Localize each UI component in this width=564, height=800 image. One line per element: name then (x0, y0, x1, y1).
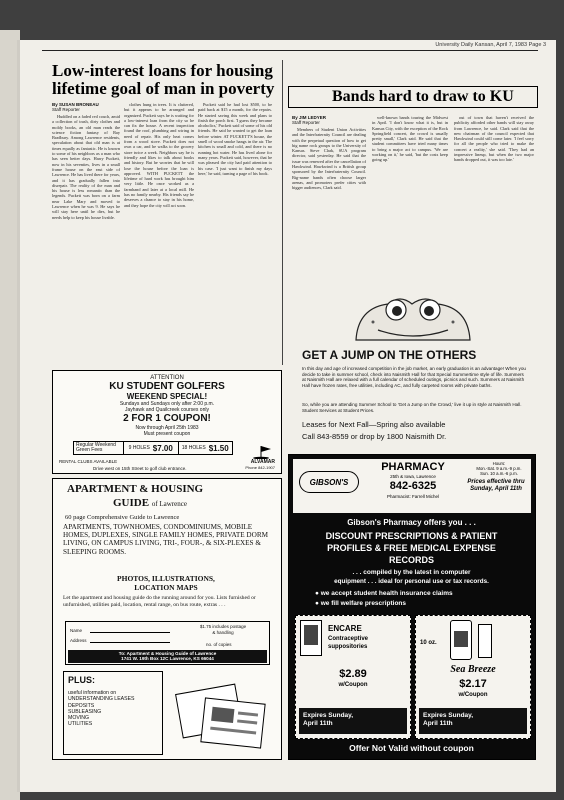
form-price-1: $1.75 includes postage (199, 624, 247, 629)
frog-illustration (348, 290, 478, 345)
golf-club-phone: Phone 842-1907 (245, 465, 275, 470)
story2-headline: Bands hard to draw to KU (332, 88, 514, 105)
gibsons-logo-text: GIBSON'S (309, 477, 349, 487)
gibsons-footer: Offer Not Valid without coupon (349, 743, 474, 753)
story1-col1-text: Huddled on a faded red couch, amid a collection of trash, dirty clothes and moldy books, an old man reads the science fiction fantasy of Ray Bradbury. Among Lawrence residents, speculation about that old man is at times equally as fantastic. He is known to some of his neighbors as a man who has seen better days. Harry Puckett, now in his seventies, lives in a small frame house on the east side of Lawrence. He has lived there for years, and it has gradually fallen into disrepair. The reality of the man and his house is less romantic than the legends. Puckett was born on a farm near Lake Mary and moved to Lawrence when he was 9. He says he will stay here until he dies, but he needs help to keep his house livable. (52, 114, 120, 220)
golf-fee-18 (179, 442, 233, 454)
golf-present: Must present coupon (143, 431, 191, 437)
column-divider (282, 60, 283, 365)
housing-plus-box (63, 671, 163, 755)
story1-column-1 (52, 114, 120, 364)
gibsons-phone: 842-6325 (389, 480, 437, 492)
plus-item: useful information on (68, 690, 117, 696)
housing-list: APARTMENTS, TOWNHOMES, CONDOMINIUMS, MOBILE HOMES, DUPLEXES, SINGLE FAMILY HOMES, PRIVATE DORM LIVING, ON CAMPUS LIVING, TRI-, FOUR-, & SIX-PLEXES & SLEEPING ROOMS. (63, 523, 268, 556)
encare-package-icon (300, 620, 322, 656)
gibsons-computer-1: . . . compiled by the latest in computer (352, 569, 471, 576)
sea-breeze-price: $2.17 (459, 678, 487, 690)
sea-breeze-expiry-1: Expires Sunday, (423, 712, 474, 719)
encare-price: $2.89 (339, 668, 367, 680)
golf-location: Jayhawk and Quailcreek courses only (125, 407, 209, 413)
story1-col3-text: Puckett said he had lost $500, to be paid back at $15 a month, for the repairs. He started saving this week and plans to finish the porch first. 'I guess they became alcoholics,' Puckett said of some of his old friends. He said he wanted to get the loan before winter. AT PUCKETT'S house, the smell of wood smoke hangs in the air. The kitchen is small and cold, and there is no running hot water. He has lived alone for many years. Puckett said, however, that he was pleased the city had paid attention to his case. 'I just want to finish my days here,' he said, turning a page of his book. (198, 102, 272, 176)
gibsons-pharmacy: PHARMACY (381, 461, 445, 473)
golf-holes-18: 18 HOLES (181, 445, 206, 451)
story1-byline: By SUSAN BRONEAU (52, 102, 99, 107)
hours-weekday: Mon.-Sat. 9 a.m.-9 p.m. (476, 466, 522, 471)
gibsons-discount-3: RECORDS (388, 555, 434, 565)
plus-item: SUBLEASING (68, 708, 102, 715)
gibsons-logo (299, 471, 359, 493)
story2-col1-text: Members of Student Union Activities and the Interfraternity Council are dealing with the perpetual question of how to get big name rock groups to the University of Kansas. Steve Clark, SUA program director, said yesterday. He said that the issue was renewed after the cancellation of Hawkwind. Hawkwind is a British group sponsored by the Interfraternity Council. Big-name bands often choose larger arenas, and promoters prefer cities with bigger audiences, Clark said. (292, 127, 366, 191)
naismith-headline: GET A JUMP ON THE OTHERS (302, 348, 477, 362)
golf-subtitle: WEEKEND SPECIAL! (126, 392, 208, 401)
plus-item: MOVING (68, 715, 90, 722)
golf-fee-label-2: Green Fees (76, 447, 103, 453)
plus-item: DEPOSITS (68, 702, 95, 709)
bullet-icon: ● (315, 590, 319, 597)
naismith-body1: In this day and age of increased competition in the job market, an early graduation is an advantage! When you decide to take in summer school, check into Naismith Hall for that Special Summertime style of life. Summers at Naismith Hall are relaxed with a full calendar of scheduled outings, picnics and such. Summers at Naismith Hall have frozen rates, free utilities, including AC, and fully carpeted rooms with private baths. (302, 366, 526, 388)
sea-breeze-bottle-small-icon (478, 624, 492, 658)
encare-expiry (299, 708, 407, 734)
form-name-field[interactable] (90, 632, 170, 633)
page-header: University Daily Kansan, April 7, 1983 Page 3 (435, 42, 546, 48)
naismith-leases: Leases for Next Fall—Spring also available (302, 420, 446, 429)
golf-club-name: ALVAMAR (250, 459, 275, 465)
gibsons-welfare-text: we fill welfare prescriptions (320, 600, 406, 607)
sea-breeze-expiry (419, 708, 527, 734)
encare-desc-2: suppositories (328, 644, 368, 650)
sea-breeze-bottle-icon (450, 620, 472, 660)
story2-byline: By JIM LEDYER (292, 115, 327, 120)
housing-title-guide: GUIDE (113, 497, 150, 509)
prices-line-2: Sunday, April 11th (470, 486, 522, 492)
gibsons-header (293, 459, 531, 513)
golf-directions: Drive west on 15th Street to golf club entrance. (93, 466, 187, 471)
story1-column-2 (124, 102, 194, 364)
housing-body: Let the apartment and housing guide do the running around for you. Lists furnished or unfurnished, utilities paid, location, rental range, on bus route, extras . . . (63, 595, 256, 608)
plus-item: UTILITIES (68, 721, 93, 728)
plus-item: UNDERSTANDING LEASES (68, 696, 135, 703)
golf-fee-label (74, 442, 124, 454)
story1-column-3 (198, 102, 272, 364)
gibsons-discount-2: PROFILES & FREE MEDICAL EXPENSE (327, 543, 496, 553)
form-name-label: Name (70, 628, 83, 633)
housing-title-of: of Lawrence (151, 500, 187, 508)
housing-title-2 (113, 497, 187, 509)
encare-coupon-label: w/Coupon (338, 682, 368, 688)
golf-ad (52, 370, 282, 474)
form-mail-block (68, 650, 267, 663)
housing-guide-ad (52, 478, 282, 760)
naismith-ad (288, 290, 536, 448)
gibsons-prices (461, 479, 531, 493)
story2-col2-text: well-known bands touring the Midwest in April. 'I don't know what it is, but in Kansas City, with the exception of the Rock Springfield concert, the crowd is usually pretty small,' Clark said. He said that the student committees have tried many times to bring a major act to campus. 'We are working on it,' he said, 'but the costs keep going up.' (372, 115, 448, 163)
form-price-2: & handling (212, 630, 234, 635)
form-address-field[interactable] (90, 642, 170, 643)
hours-label: Hours: (492, 461, 506, 466)
naismith-call: Call 843-8559 or drop by 1800 Naismith Dr. (302, 432, 447, 441)
golf-price-9: $7.00 (152, 443, 173, 453)
golf-flag-logo (249, 445, 273, 459)
golf-fee-9 (124, 442, 179, 454)
gibsons-hours (469, 461, 529, 476)
golf-days: Sundays and Sundays only after 2:00 p.m. (119, 401, 215, 407)
gibsons-discount-1: DISCOUNT PRESCRIPTIONS & PATIENT (325, 531, 498, 541)
golf-holes-9: 9 HOLES (128, 445, 150, 451)
story1-byline-title: Staff Reporter (52, 107, 80, 112)
story1-headline-line2: lifetime goal of man in poverty (52, 79, 275, 98)
housing-plus-list (68, 690, 135, 728)
prices-line-1: Prices effective thru (467, 479, 525, 485)
encare-desc-1: Contraceptive (328, 636, 369, 642)
golf-rental: RENTAL CLUBS AVAILABLE (59, 459, 118, 464)
story2-byline-title: Staff Reporter (292, 120, 320, 125)
sea-breeze-coupon (415, 615, 531, 739)
story2-col3-text: out of town that haven't received the publicity afforded other bands will stay away from Lawrence, he said. Clark said that the new chairman of the council expected that Hawkwind could still come later. 'I feel sorry for all the people who tried to make the concert a reality,' she said. 'They had an impressive lineup, but when the two major bands dropped out, it was too late.' (454, 115, 534, 163)
form-address-label: Address (70, 638, 87, 643)
housing-plus-label: PLUS: (68, 675, 95, 685)
golf-coupon: 2 FOR 1 COUPON! (123, 413, 211, 424)
bullet-icon: ● (315, 600, 319, 607)
golf-valid: Now through April 25th 1983 (135, 425, 199, 431)
gibsons-welfare (315, 600, 406, 607)
encare-coupon (295, 615, 411, 739)
story1-col2-text: clothes hung in trees. It is cluttered, but it appears to be arranged and organized. Puckett says he is waiting for a low-interest loan from the city so he can fix the house. A recent inspection found the roof, plumbing and wiring in need of repair. His only heat comes from a wood stove. Puckett does not own a car, and he walks to the grocery store twice a week. Neighbors say he is friendly and likes to talk about books and history. But he worries that he will lose the house before the loan is approved. WITH PUCKETT the lifetime of hard work has brought him very little. He once worked as a farmhand and later at a local mill. He has no family nearby. His friends say he deserves a chance to stay in his home, and they hope the city will act soon. (124, 102, 194, 208)
gibsons-ad (288, 454, 536, 760)
sea-breeze-name: Sea Breeze (450, 664, 496, 675)
housing-title-1: APARTMENT & HOUSING (67, 483, 204, 495)
gibsons-insurance-text: we accept student health insurance claims (320, 590, 453, 597)
housing-order-form (65, 621, 270, 665)
encare-name: ENCARE (328, 624, 362, 633)
header-rule (42, 50, 538, 51)
golf-fee-label-1: Regular Weekend (76, 442, 116, 448)
encare-expiry-2: April 11th (303, 720, 333, 727)
guide-booklet-illustration (173, 679, 271, 753)
form-mail-to: To: Apartment & Housing Guide of Lawrence (118, 651, 217, 656)
gibsons-insurance (315, 590, 453, 597)
naismith-body2: So, while you are attending Summer School to 'Get a Jump on the Crowd,' live it up in style at Naismith Hall. Student Services at Student Prices. (302, 402, 522, 413)
golf-title: KU STUDENT GOLFERS (109, 381, 225, 392)
gibsons-pharmacist: Pharmacist: Farrell Michel (386, 494, 439, 499)
form-copies-label: no. of copies (206, 642, 232, 647)
form-mail-address: 1741 W. 19th Box 12C Lawrence, KS 66044 (121, 656, 214, 661)
gibsons-computer-2: equipment . . . ideal for personal use or tax records. (334, 578, 489, 585)
gibsons-offers: Gibson's Pharmacy offers you . . . (347, 518, 476, 527)
golf-attention: ATTENTION (150, 375, 184, 381)
housing-sub-1: PHOTOS, ILLUSTRATIONS, (117, 574, 215, 583)
golf-fee-table (73, 441, 233, 455)
sea-breeze-size: 10 oz. (420, 640, 437, 646)
gibsons-address: 25th & Iowa, Lawrence (390, 474, 436, 479)
hours-sunday: Sun. 10 a.m.-6 p.m. (480, 471, 518, 476)
encare-expiry-1: Expires Sunday, (303, 712, 354, 719)
story1-headline-line1: Low-interest loans for housing (52, 61, 273, 80)
sea-breeze-coupon-label: w/Coupon (458, 692, 488, 698)
sea-breeze-expiry-2: April 11th (423, 720, 453, 727)
housing-lead: 60 page Comprehensive Guide to Lawrence (65, 514, 180, 521)
golf-price-18: $1.50 (208, 443, 229, 453)
binding-shadow (0, 30, 20, 800)
housing-sub-2: LOCATION MAPS (134, 583, 198, 592)
